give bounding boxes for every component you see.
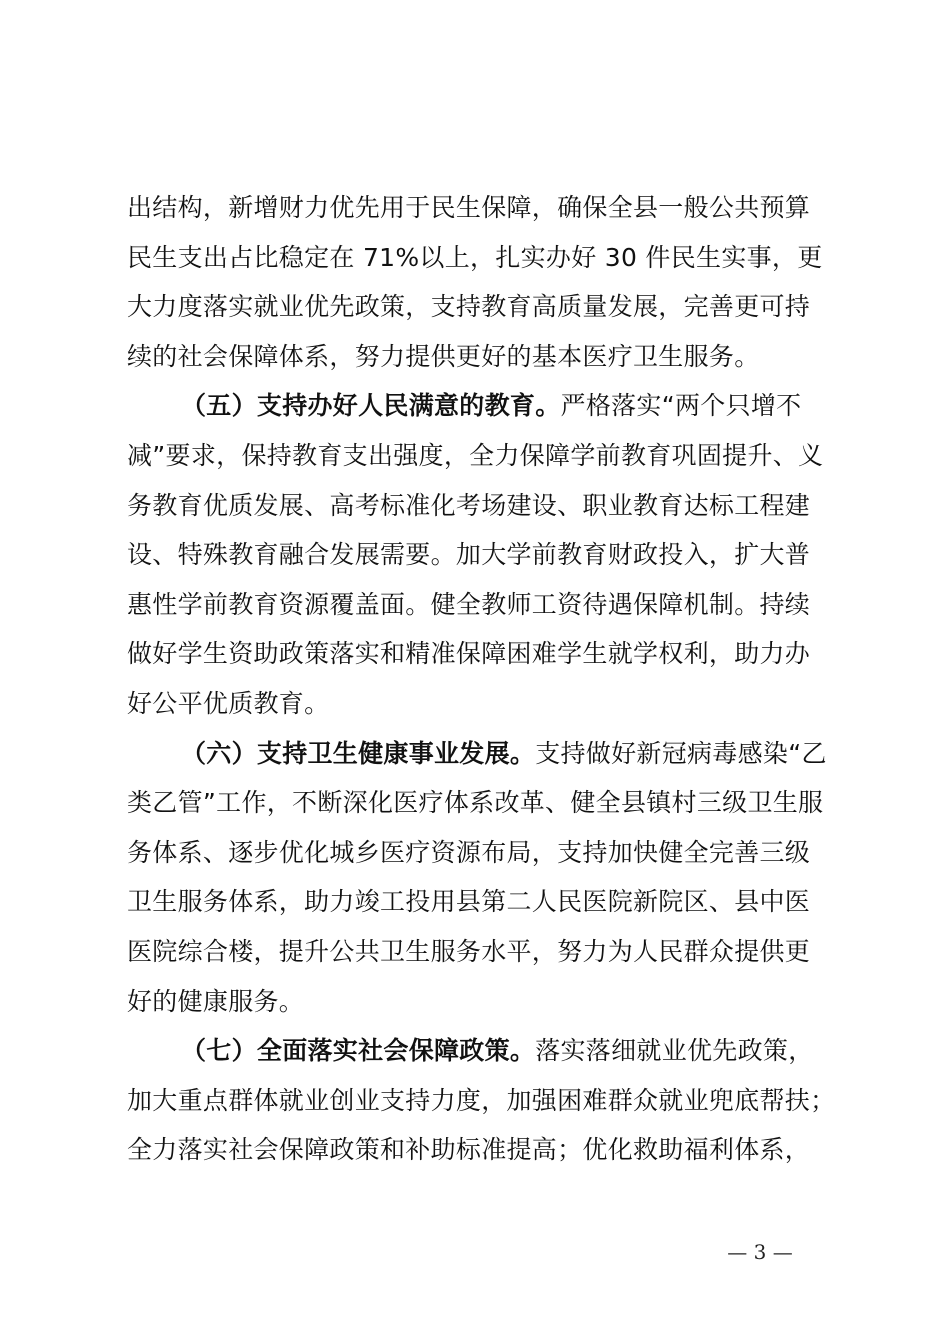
page-number: — 3 — — [727, 1240, 793, 1264]
section-heading-five: （五）支持办好人民满意的教育。 — [181, 391, 561, 421]
text-line: 卫生服务体系，助力竣工投用县第二人民医院新院区、县中医 — [127, 887, 811, 917]
text-line: 民生支出占比稳定在 71%以上，扎实办好 30 件民生实事，更 — [127, 242, 823, 272]
text-line: 好公平优质教育。 — [127, 688, 330, 718]
text-line: 务体系、逐步优化城乡医疗资源布局，支持加快健全完善三级 — [127, 837, 811, 867]
text-line: 做好学生资助政策落实和精准保障困难学生就学权利，助力办 — [127, 639, 811, 669]
text-line: 医院综合楼，提升公共卫生服务水平，努力为人民群众提供更 — [127, 936, 811, 966]
text-line: 务教育优质发展、高考标准化考场建设、职业教育达标工程建 — [127, 490, 811, 520]
text-line: 续的社会保障体系，努力提供更好的基本医疗卫生服务。 — [127, 341, 760, 371]
section-text: 支持做好新冠病毒感染“乙 — [535, 738, 827, 768]
section-five-first-line — [127, 381, 847, 431]
section-text: 落实落细就业优先政策， — [535, 1036, 814, 1066]
section-six-first-line — [127, 729, 847, 779]
body-text — [127, 183, 847, 1175]
text-line: 好的健康服务。 — [127, 986, 305, 1016]
section-heading-six: （六）支持卫生健康事业发展。 — [181, 738, 536, 768]
section-heading-seven: （七）全面落实社会保障政策。 — [181, 1036, 536, 1066]
text-line: 全力落实社会保障政策和补助标准提高；优化救助福利体系， — [127, 1135, 811, 1165]
text-line: 出结构，新增财力优先用于民生保障，确保全县一般公共预算 — [127, 193, 811, 222]
section-seven-first-line — [127, 1026, 847, 1076]
text-line: 大力度落实就业优先政策，支持教育高质量发展，完善更可持 — [127, 292, 811, 322]
text-line: 类乙管”工作，不断深化医疗体系改革、健全县镇村三级卫生服 — [127, 788, 824, 818]
text-line: 加大重点群体就业创业支持力度，加强困难群众就业兜底帮扶； — [127, 1085, 836, 1115]
text-line: 减”要求，保持教育支出强度，全力保障学前教育巩固提升、义 — [127, 440, 824, 470]
section-text: 严格落实“两个只增不 — [560, 391, 802, 421]
text-line: 设、特殊教育融合发展需要。加大学前教育财政投入，扩大普 — [127, 540, 811, 570]
text-line: 惠性学前教育资源覆盖面。健全教师工资待遇保障机制。持续 — [127, 589, 811, 619]
